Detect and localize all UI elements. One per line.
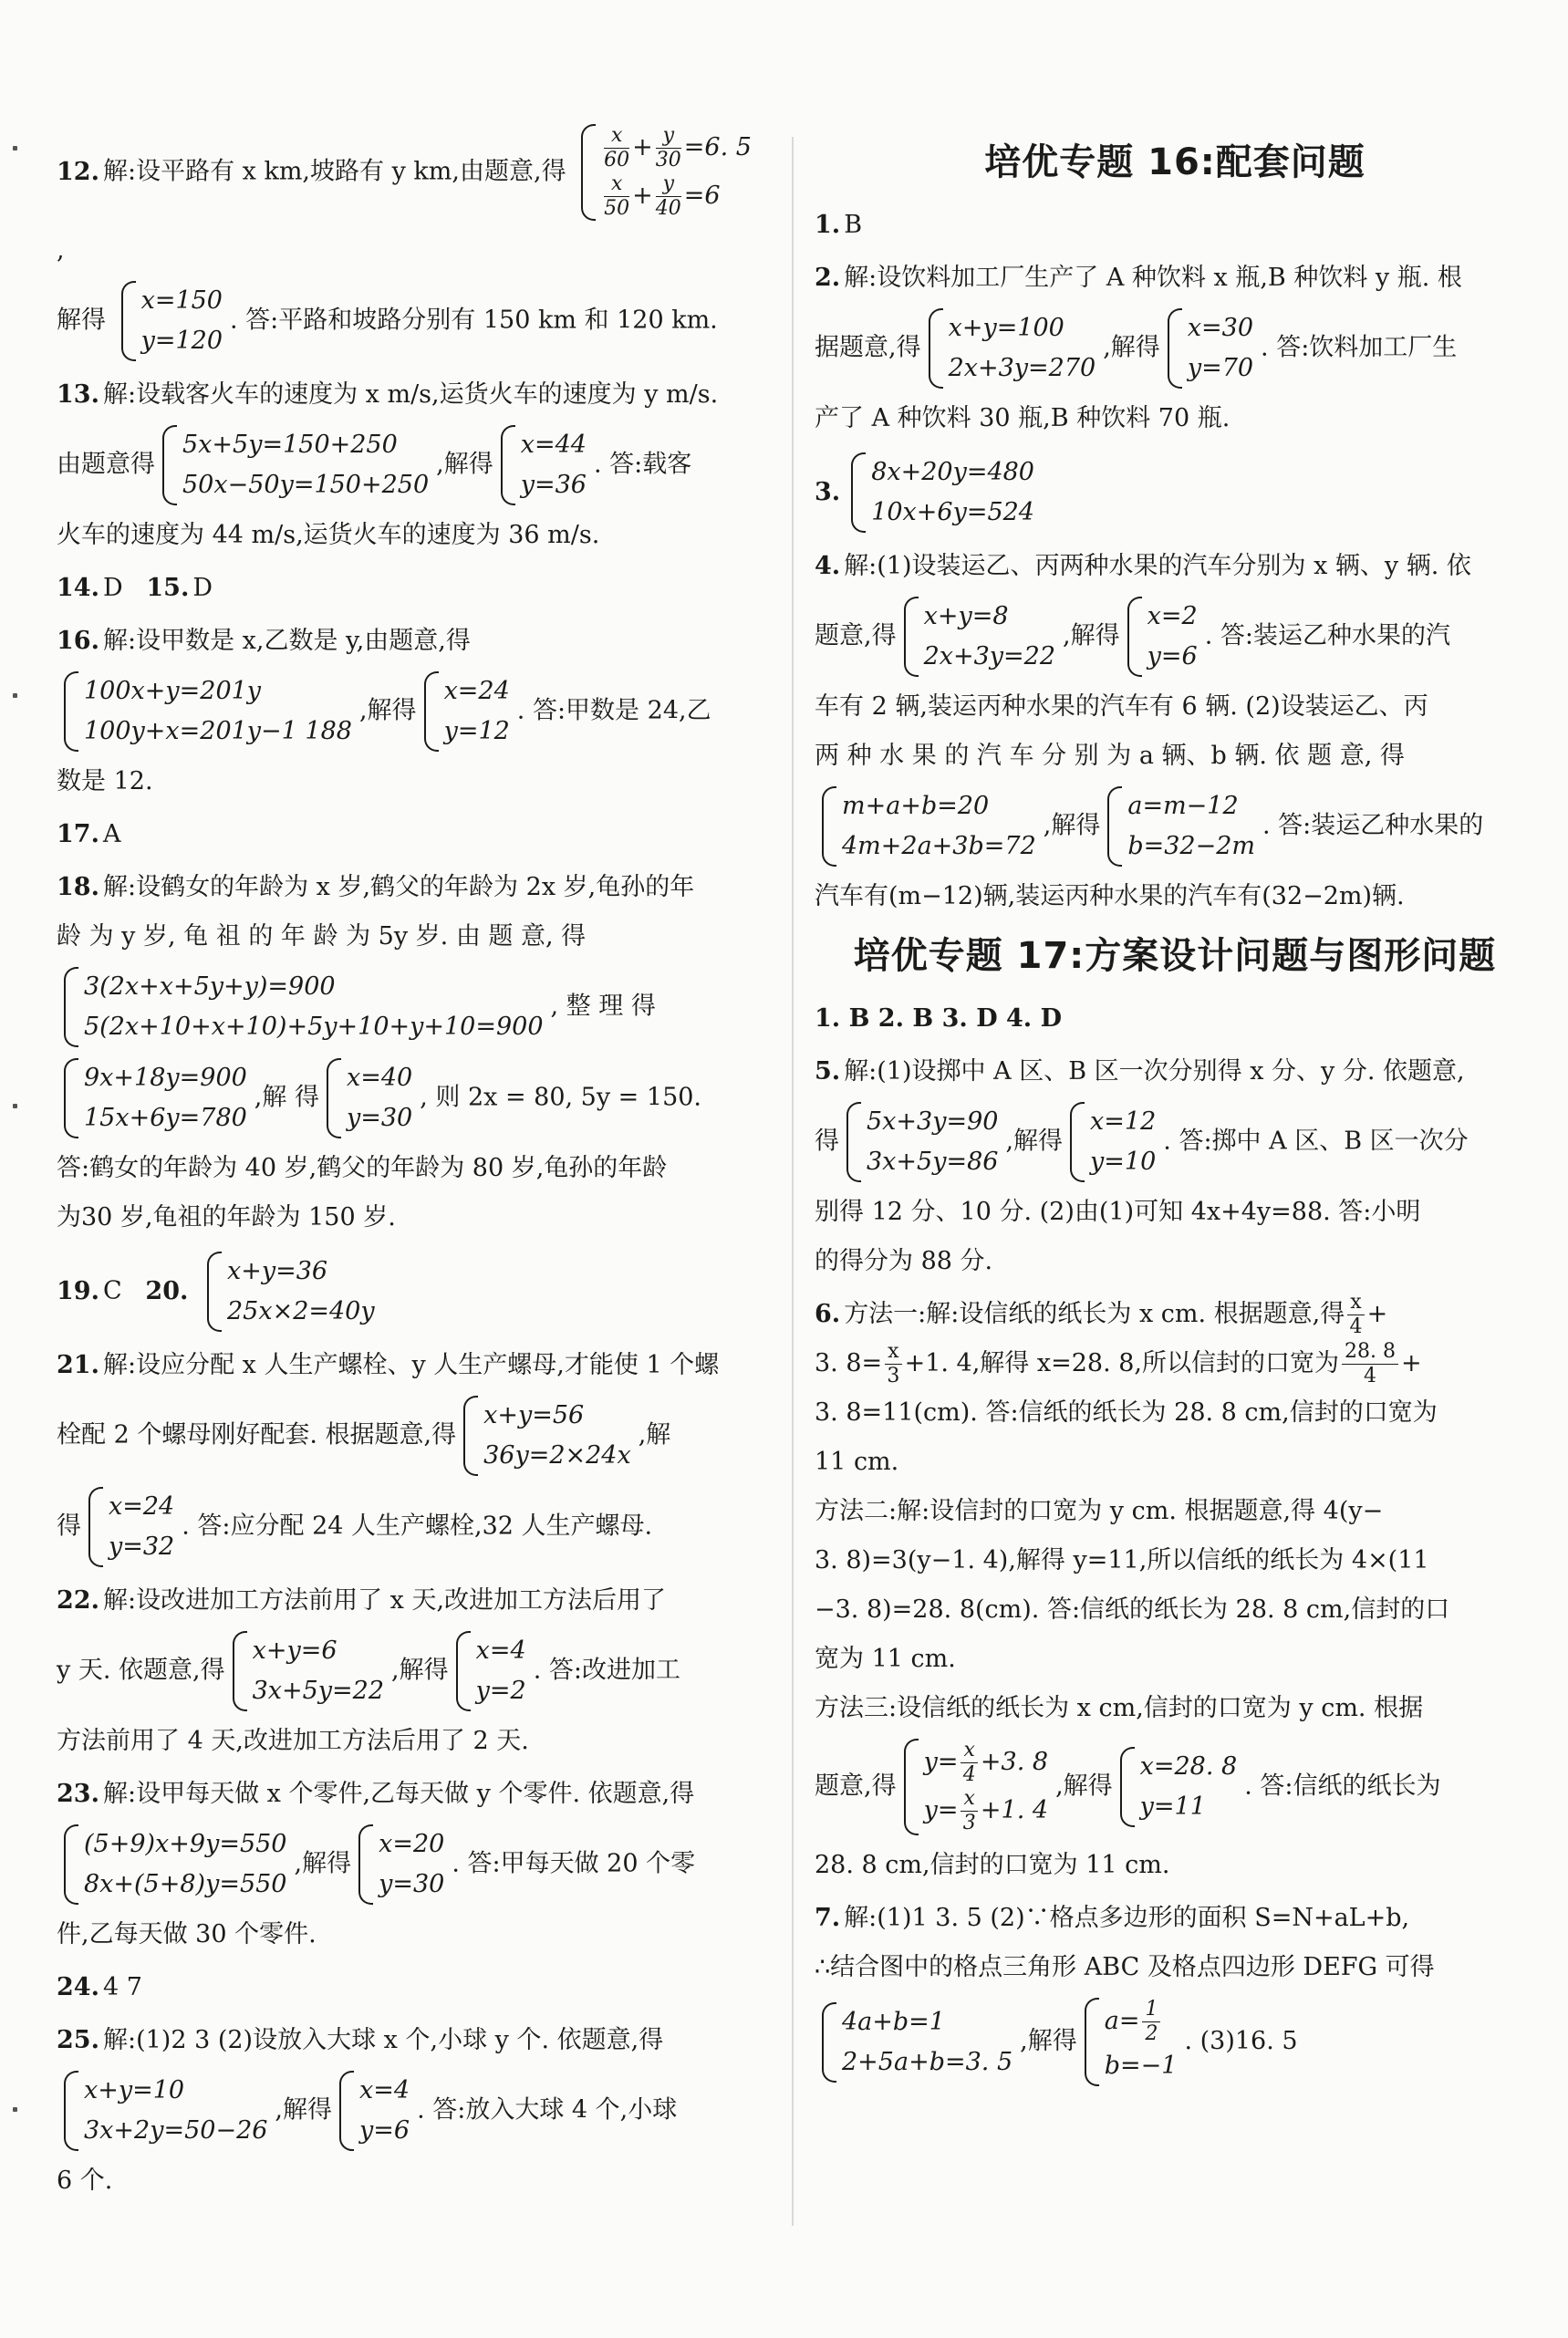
edge-mark — [13, 693, 17, 698]
edge-mark — [13, 1104, 17, 1108]
answer-16: 16. 解:设甲数是 x,乙数是 y,由题意,得 100x+y=201y 100y+x=201y−1 188 ,解得 x=24 y=12 . 答:甲数是 24,乙 数是 12. — [57, 627, 711, 795]
answer-25: 25. 解:(1)2 3 (2)设放入大球 x 个,小球 y 个. 依题意,得 x+y=10 3x+2y=50−26 ,解得 x=4 y=6 . 答:放入大球 4 个,小球 6 个. — [57, 2026, 678, 2195]
answer-13: 13. 解:设载客火车的速度为 x m/s,运货火车的速度为 y m/s. 由题意得 5x+5y=150+250 50x−50y=150+250 ,解得 x=44 y=36 . 答:载客 火车的速度为 44 m/s,运货火车的速度为 36 m/s. — [57, 380, 719, 549]
answer-14-15: 14. D 15. D — [57, 574, 213, 602]
answer-18: 18. 解:设鹤女的年龄为 x 岁,鹤父的年龄为 2x 岁,龟孙的年 龄 为 y 岁, 龟 祖 的 年 龄 为 5y 岁. 由 题 意, 得 3(2x+x+5y+y)=900 5(2x+10+x+10)+5y+10+y+10=900 , 整 理 得 9x+18y=900 15x+6y=780 ,解 得 x=40 y=30 , 则 2x = 80, 5y = 150. 答:鹤女的年龄为 40 岁,鹤父的年龄为 80 岁,龟孙的年龄 为30 岁,龟祖的年龄为 150 岁. — [57, 873, 702, 1231]
answer-s5: 5. 解:(1)设掷中 A 区、B 区一次分别得 x 分、y 分. 依题意, 得 5x+3y=90 3x+5y=86 ,解得 x=12 y=10 . 答:掷中 A 区、B 区一次分 别得 12 分、10 分. (2)由(1)可知 4x+4y=88. 答:小明 的得分为 88 分. — [815, 1057, 1469, 1275]
section-title-16: 培优专题 16:配套问题 — [984, 141, 1366, 183]
answer-r3: 3. 8x+20y=480 10x+6y=524 — [815, 447, 1535, 538]
answer-19-20: 19. C 20. x+y=36 25x×2=40y — [57, 1246, 759, 1337]
section-title-17: 培优专题 17:方案设计问题与图形问题 — [853, 935, 1497, 977]
answer-21: 21. 解:设应分配 x 人生产螺栓、y 人生产螺母,才能使 1 个螺 栓配 2 个螺母刚好配套. 根据题意,得 x+y=56 36y=2×24x ,解 得 x=24 y=32 . 答:应分配 24 人生产螺栓,32 人生产螺母. — [57, 1341, 759, 1573]
edge-mark — [13, 146, 17, 151]
edge-mark — [13, 2107, 17, 2112]
answer-s7: 7. 解:(1)1 3. 5 (2)∵格点多边形的面积 S=N+aL+b, ∴结合图中的格点三角形 ABC 及格点四边形 DEFG 可得 4a+b=1 2+5a+b=3. 5 ,解得 a= $\frac{1}{2}$ b=−1 . (3)16. 5 — [815, 1894, 1535, 2092]
answer-12: 12. 解:设平路有 x km,坡路有 y km,由题意,得 $\frac{x}{60}$ + $\frac{y}{30}$ =6. 5 $\frac{x}{50}$ + $\frac{y}{40}$ =6 , 解得 x=150 y=120 . 答:平路和坡路分别有 150 km 和 120 km. — [57, 119, 759, 367]
answer-s6: 6. 方法一:解:设信纸的纸长为 x cm. 根据题意,得 $\frac{x}{4}$ + 3. 8= $\frac{x}{3}$ +1. 4,解得 x=28. 8,所以信封的口宽为 $\frac{28. 8}{4}$ + 3. 8=11(cm). 答:信纸的纸长为 28. 8 cm,信封的口宽为 11 cm. 方法二:解:设信封的口宽为 y cm. 根据题意,得 4(y− 3. 8)=3(y−1. 4),解得 y=11,所以信纸的纸长为 4×(11 −3. 8)=28. 8(cm). 答:信纸的纸长为 28. 8 cm,信封的口 宽为 11 cm. 方法三:设信纸的纸长为 x cm,信封的口宽为 y cm. 根据 题意,得 y= $\frac{x}{4}$ +3. 8 y= $\frac{x}{3}$ +1. 4 ,解得 x=28. 8 y=11 . 答:信纸的纸长为 28. 8 cm,信封的口宽为 11 cm. — [815, 1291, 1450, 1879]
answer-17: 17. A — [57, 820, 121, 848]
answer-s1-4: 1. B 2. B 3. D 4. D — [815, 1004, 1063, 1033]
answer-r4: 4. 解:(1)设装运乙、丙两种水果的汽车分别为 x 辆、y 辆. 依 题意,得 x+y=8 2x+3y=22 ,解得 x=2 y=6 . 答:装运乙种水果的汽 车有 2 辆,装运丙种水果的汽车有 6 辆. (2)设装运乙、丙 两 种 水 果 的 汽 车 分 别 为 a 辆、b 辆. 依 题 意, 得 m+a+b=20 4m+2a+3b=72 ,解得 a=m−12 b=32−2m . 答:装运乙种水果的 汽车有(m−12)辆,装运丙种水果的汽车有(32−2m)辆. — [815, 552, 1484, 910]
equation-system: $\frac{x}{60}$ + $\frac{y}{30}$ =6. 5 $\frac{x}{50}$ + $\frac{y}{40}$ =6 — [581, 124, 752, 221]
answer-r2: 2. 解:设饮料加工厂生产了 A 种饮料 x 瓶,B 种饮料 y 瓶. 根 据题意,得 x+y=100 2x+3y=270 ,解得 x=30 y=70 . 答:饮料加工厂生 产了 A 种饮料 30 瓶,B 种饮料 70 瓶. — [815, 264, 1462, 432]
answer-24: 24. 4 7 — [57, 1973, 142, 2001]
right-column — [815, 128, 1535, 2095]
column-divider — [792, 137, 794, 2226]
answer-23: 23. 解:设甲每天做 x 个零件,乙每天做 y 个零件. 依题意,得 (5+9)x+9y=550 8x+(5+8)y=550 ,解得 x=20 y=30 . 答:甲每天做 20 个零 件,乙每天做 30 个零件. — [57, 1780, 696, 1948]
left-column — [57, 119, 759, 2209]
answer-22: 22. 解:设改进加工方法前用了 x 天,改进加工方法后用了 y 天. 依题意,得 x+y=6 3x+5y=22 ,解得 x=4 y=2 . 答:改进加工 方法前用了 4 天,改进加工方法后用了 2 天. — [57, 1586, 680, 1755]
answer-r1: 1. B — [815, 211, 863, 239]
